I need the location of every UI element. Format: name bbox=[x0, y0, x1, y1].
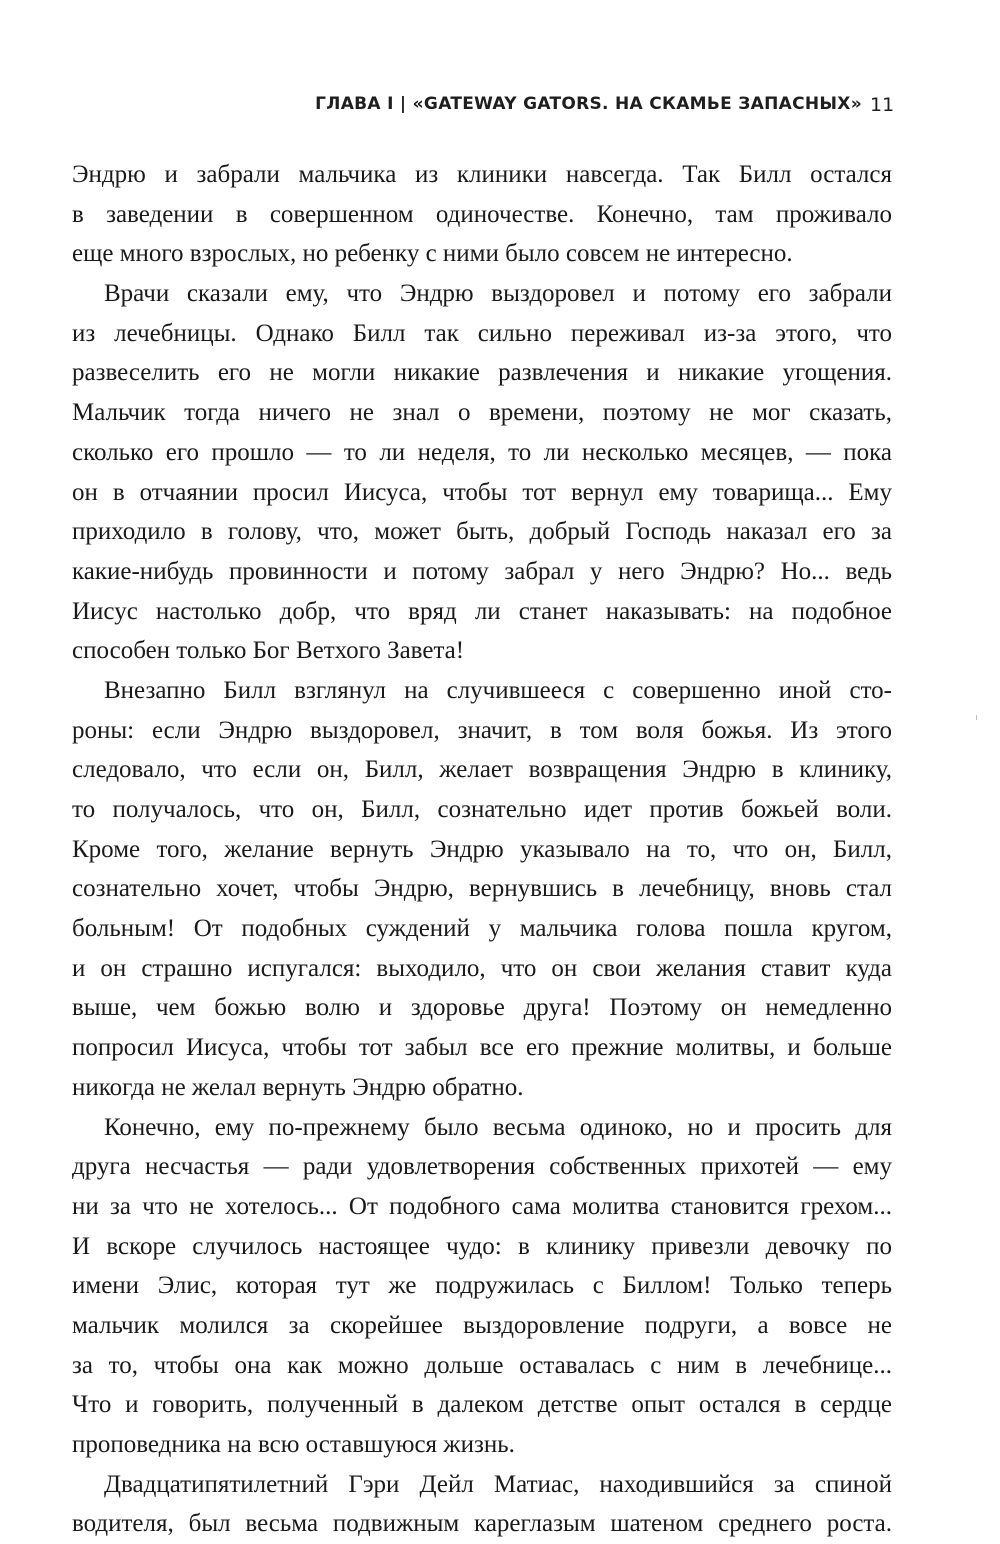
text-line: он в отчаянии просил Иисуса, чтобы тот вернул ему товарища... Ему bbox=[72, 478, 892, 506]
text-line: из лечебницы. Однако Билл так сильно переживал из-за этого, что bbox=[72, 319, 892, 347]
text-line: проповедника на всю оставшуюся жизнь. bbox=[72, 1431, 515, 1458]
text-line: то получалось, что он, Билл, сознательно идет против божьей воли. bbox=[72, 796, 892, 823]
text-line: в заведении в совершенном одиночестве. Конечно, там проживало bbox=[72, 200, 892, 228]
text-line: сколько его прошло — то ли неделя, то ли несколько месяцев, — пока bbox=[72, 438, 892, 466]
text-line: Двадцатипятилетний Гэри Дейл Матиас, находившийся за спиной bbox=[104, 1470, 892, 1498]
text-line: Врачи сказали ему, что Эндрю выздоровел и потому его забрали bbox=[104, 280, 892, 308]
text-line: друга несчастья — ради удовлетворения собственных прихотей — ему bbox=[72, 1153, 892, 1181]
text-line: имени Элис, которая тут же подружилась с Биллом! Только теперь bbox=[72, 1272, 892, 1300]
text-line: больным! От подобных суждений у мальчика голова пошла кругом, bbox=[72, 915, 892, 943]
text-line: еще много взрослых, но ребенку с ними было совсем не интересно. bbox=[72, 240, 793, 268]
text-line: следовало, что если он, Билл, желает возвращения Эндрю в клинику, bbox=[72, 756, 892, 784]
text-line: никогда не желал вернуть Эндрю обратно. bbox=[72, 1073, 524, 1101]
text-line: выше, чем божью волю и здоровье друга! Поэтому он немедленно bbox=[72, 994, 892, 1022]
text-line: мальчик молился за скорейшее выздоровление подруги, а вовсе не bbox=[72, 1311, 892, 1339]
text-line: попросил Иисуса, чтобы тот забыл все его прежние молитвы, и больше bbox=[72, 1034, 892, 1062]
text-line: и он страшно испугался: выходило, что он свои желания ставит куда bbox=[72, 954, 892, 982]
running-head: ГЛАВА I | «GATEWAY GATORS. НА СКАМЬЕ ЗАПАСНЫХ» bbox=[315, 94, 862, 114]
text-line: Кроме того, желание вернуть Эндрю указывало на то, что он, Билл, bbox=[72, 835, 892, 863]
text-line: водителя, был весьма подвижным кареглазым шатеном среднего роста. bbox=[72, 1510, 892, 1538]
text-line: приходило в голову, что, может быть, добрый Господь наказал его за bbox=[72, 518, 892, 546]
text-line: Внезапно Билл взглянул на случившееся с совершенно иной сто- bbox=[104, 676, 892, 704]
text-line: Мальчик тогда ничего не знал о времени, поэтому не мог сказать, bbox=[72, 399, 892, 427]
text-line: Что и говорить, полученный в далеком детстве опыт остался в сердце bbox=[72, 1391, 892, 1419]
page-number: 11 bbox=[870, 94, 895, 116]
text-line: Эндрю и забрали мальчика из клиники навсегда. Так Билл остался bbox=[72, 161, 892, 188]
margin-mark bbox=[976, 715, 977, 720]
text-line: какие-нибудь провинности и потому забрал у него Эндрю? Но... ведь bbox=[72, 557, 892, 585]
text-line: сознательно хочет, чтобы Эндрю, вернувшись в лечебницу, вновь стал bbox=[72, 875, 892, 903]
text-line: развеселить его не могли никакие развлечения и никакие угощения. bbox=[72, 359, 892, 387]
text-line: Иисус настолько добр, что вряд ли станет наказывать: на подобное bbox=[72, 597, 892, 625]
text-line: И вскоре случилось настоящее чудо: в клинику привезли девочку по bbox=[72, 1232, 892, 1260]
text-line: за то, чтобы она как можно дольше оставалась с ним в лечебнице... bbox=[72, 1351, 892, 1379]
text-line: роны: если Эндрю выздоровел, значит, в том воля божья. Из этого bbox=[72, 716, 892, 744]
text-line: способен только Бог Ветхого Завета! bbox=[72, 637, 465, 665]
text-line: ни за что не хотелось... От подобного сама молитва становится грехом... bbox=[72, 1192, 892, 1220]
body-text bbox=[72, 155, 892, 1544]
text-line: Конечно, ему по-прежнему было весьма одиноко, но и просить для bbox=[104, 1113, 892, 1141]
